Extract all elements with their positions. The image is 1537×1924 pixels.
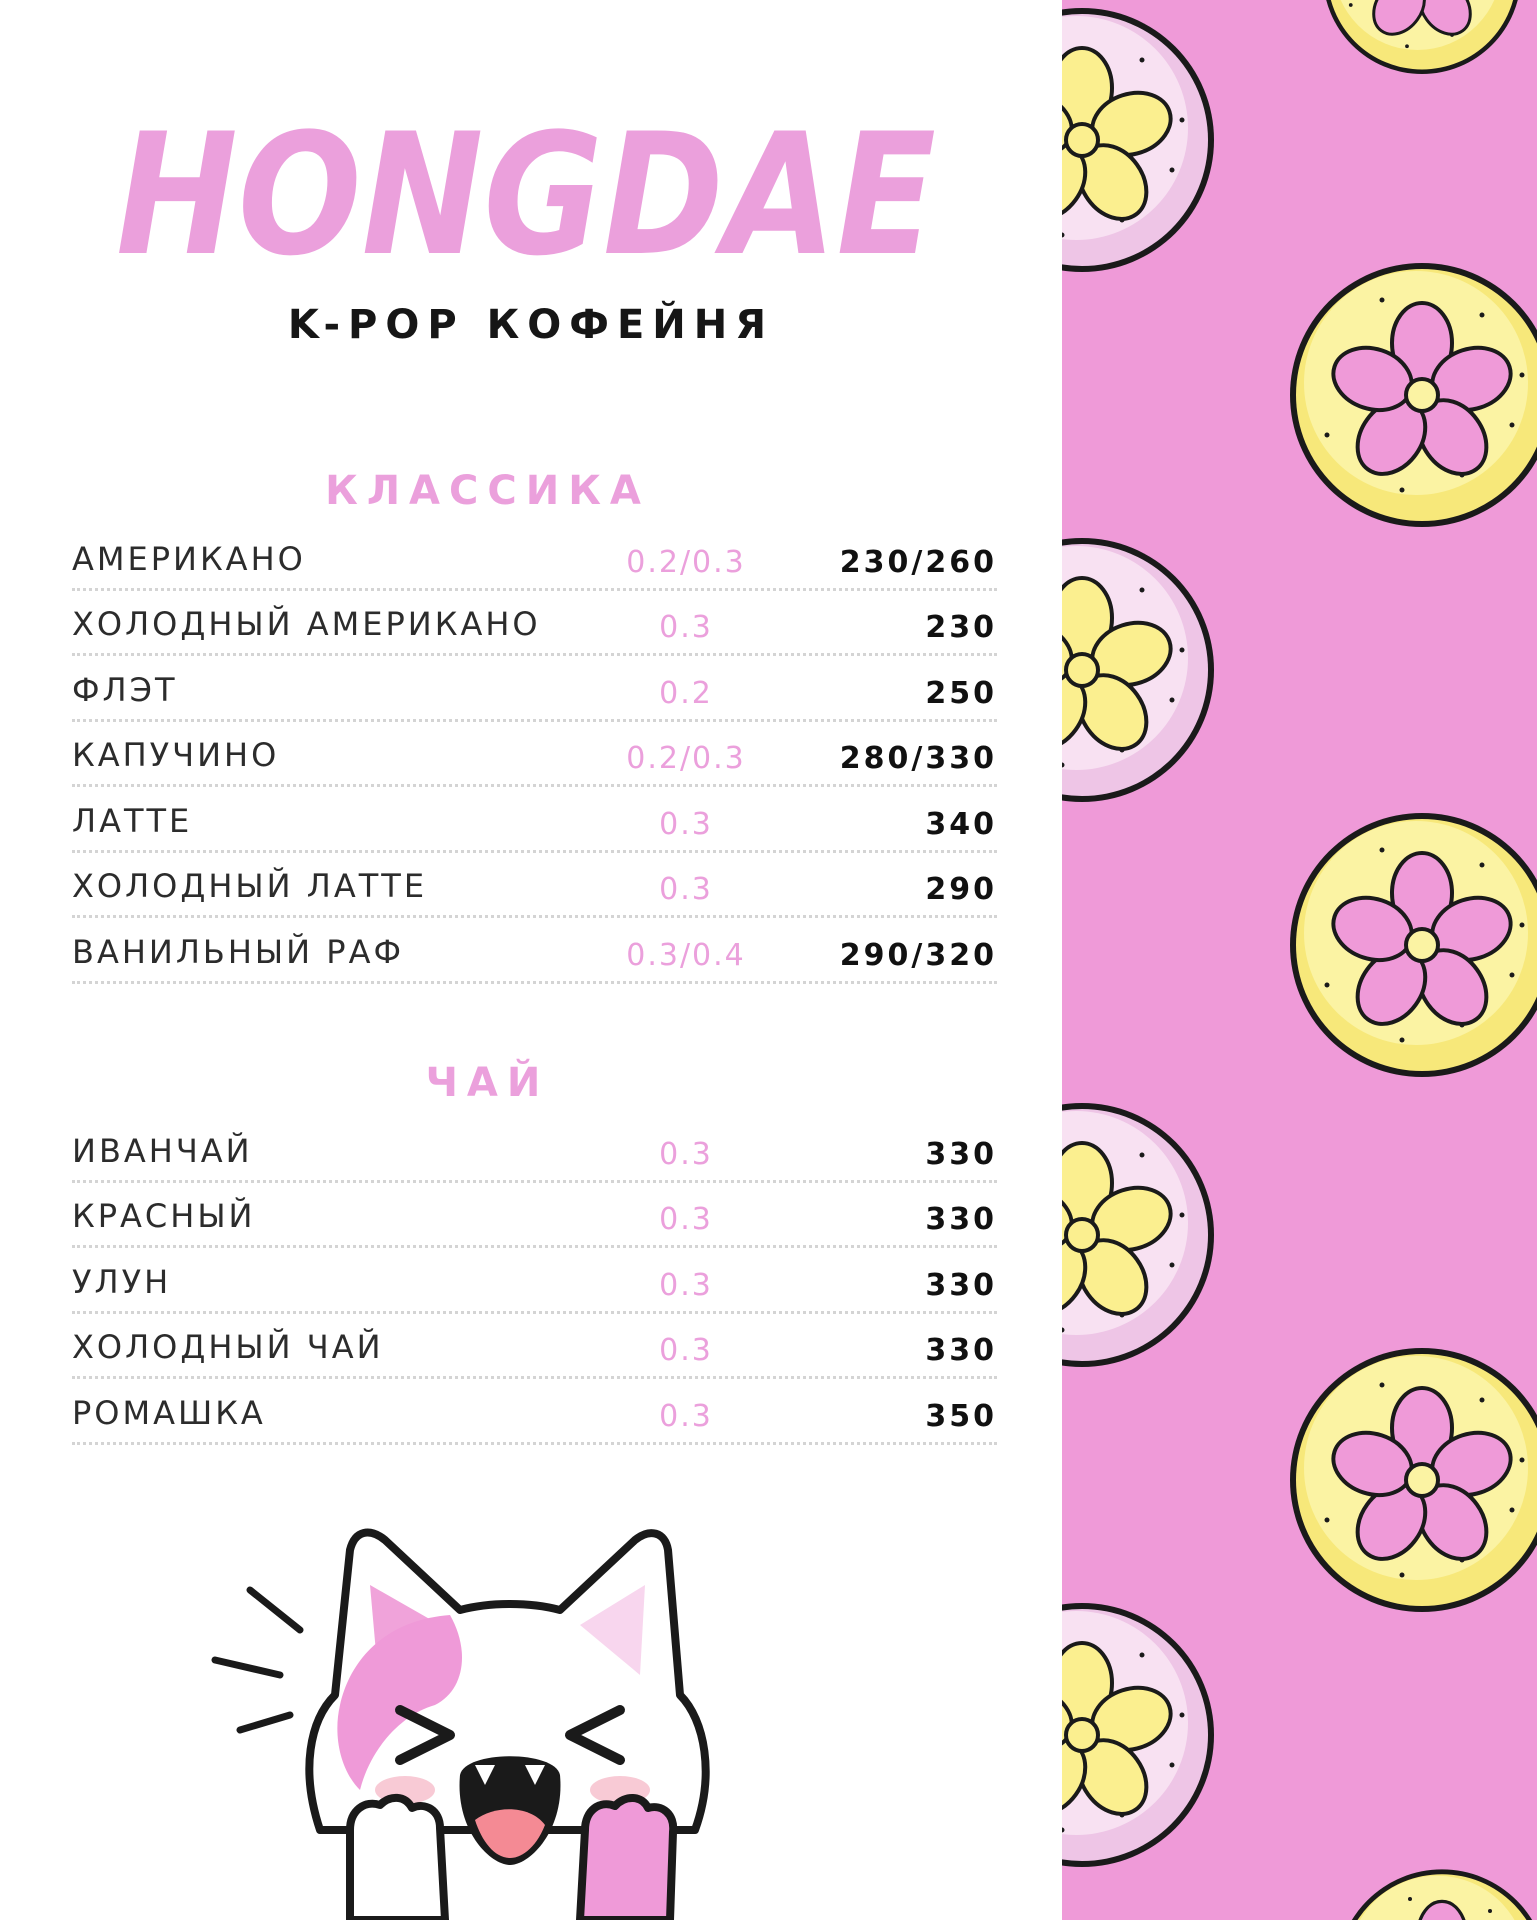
item-name: ИВАНЧАЙ bbox=[72, 1131, 253, 1170]
item-name: ХОЛОДНЫЙ ЛАТТЕ bbox=[72, 867, 428, 905]
item-size: 0.3 bbox=[659, 1333, 713, 1368]
menu-list-tea bbox=[72, 1117, 997, 1445]
flower-cookie-icon bbox=[1062, 538, 1214, 802]
item-price: 280/330 bbox=[839, 741, 997, 776]
item-price: 330 bbox=[925, 1333, 997, 1368]
menu-row bbox=[72, 591, 997, 657]
menu-row bbox=[72, 722, 997, 788]
item-size: 0.3 bbox=[659, 872, 713, 907]
menu-row bbox=[72, 525, 997, 591]
flower-cookie-icon bbox=[1290, 263, 1537, 527]
item-price: 330 bbox=[925, 1202, 997, 1237]
flower-cookie-icon bbox=[1336, 1869, 1537, 1920]
flower-cookie-icon bbox=[1062, 1603, 1214, 1867]
excitement-lines-icon bbox=[215, 1590, 300, 1730]
menu-row bbox=[72, 656, 997, 722]
brand-title bbox=[0, 58, 1062, 298]
section-title-tea: ЧАЙ bbox=[425, 1060, 550, 1106]
item-name: РОМАШКА bbox=[72, 1393, 266, 1432]
item-size: 0.2/0.3 bbox=[626, 544, 746, 580]
menu-row bbox=[72, 1314, 997, 1380]
cat-icon bbox=[200, 1490, 800, 1920]
menu-row bbox=[72, 1248, 997, 1314]
item-name: КРАСНЫЙ bbox=[72, 1197, 256, 1235]
item-size: 0.3 bbox=[659, 610, 713, 645]
menu-row bbox=[72, 853, 997, 919]
flower-cookie-icon bbox=[1062, 8, 1214, 272]
flower-cookie-icon bbox=[1290, 813, 1537, 1077]
item-price: 250 bbox=[925, 675, 997, 711]
item-size: 0.3 bbox=[659, 806, 713, 842]
item-size: 0.2 bbox=[659, 675, 713, 711]
item-price: 230 bbox=[925, 610, 997, 645]
item-name: ХОЛОДНЫЙ ЧАЙ bbox=[72, 1328, 384, 1366]
subtitle: K-POP КОФЕЙНЯ bbox=[287, 302, 775, 348]
cookie-pattern bbox=[1062, 0, 1537, 1920]
menu-list-classics bbox=[72, 525, 997, 984]
brand-title-text: HONGDAE bbox=[116, 97, 936, 293]
menu-row bbox=[72, 1117, 997, 1183]
menu-row bbox=[72, 1183, 997, 1249]
item-price: 350 bbox=[925, 1398, 997, 1434]
item-size: 0.3 bbox=[659, 1202, 713, 1237]
item-price: 290/320 bbox=[839, 937, 997, 973]
item-name: ВАНИЛЬНЫЙ РАФ bbox=[72, 932, 404, 971]
item-size: 0.3 bbox=[659, 1398, 713, 1434]
item-size: 0.2/0.3 bbox=[626, 741, 746, 776]
menu-row bbox=[72, 1379, 997, 1445]
item-price: 290 bbox=[925, 872, 997, 907]
item-name: ЛАТТЕ bbox=[72, 801, 193, 840]
flower-cookie-icon bbox=[1062, 1103, 1214, 1367]
item-name: ХОЛОДНЫЙ АМЕРИКАНО bbox=[72, 605, 541, 643]
item-price: 340 bbox=[925, 806, 997, 842]
item-size: 0.3 bbox=[659, 1136, 713, 1172]
item-name: ФЛЭТ bbox=[72, 670, 178, 709]
item-price: 330 bbox=[925, 1267, 997, 1303]
item-name: УЛУН bbox=[72, 1262, 172, 1301]
menu-row bbox=[72, 787, 997, 853]
flower-cookie-icon bbox=[1323, 0, 1521, 74]
item-price: 230/260 bbox=[839, 544, 997, 580]
item-size: 0.3/0.4 bbox=[626, 937, 746, 973]
item-name: АМЕРИКАНО bbox=[72, 539, 306, 578]
section-title-classics: КЛАССИКА bbox=[325, 468, 650, 514]
item-name: КАПУЧИНО bbox=[72, 736, 280, 774]
item-price: 330 bbox=[925, 1136, 997, 1172]
menu-row bbox=[72, 918, 997, 984]
flower-cookie-icon bbox=[1290, 1348, 1537, 1612]
item-size: 0.3 bbox=[659, 1267, 713, 1303]
